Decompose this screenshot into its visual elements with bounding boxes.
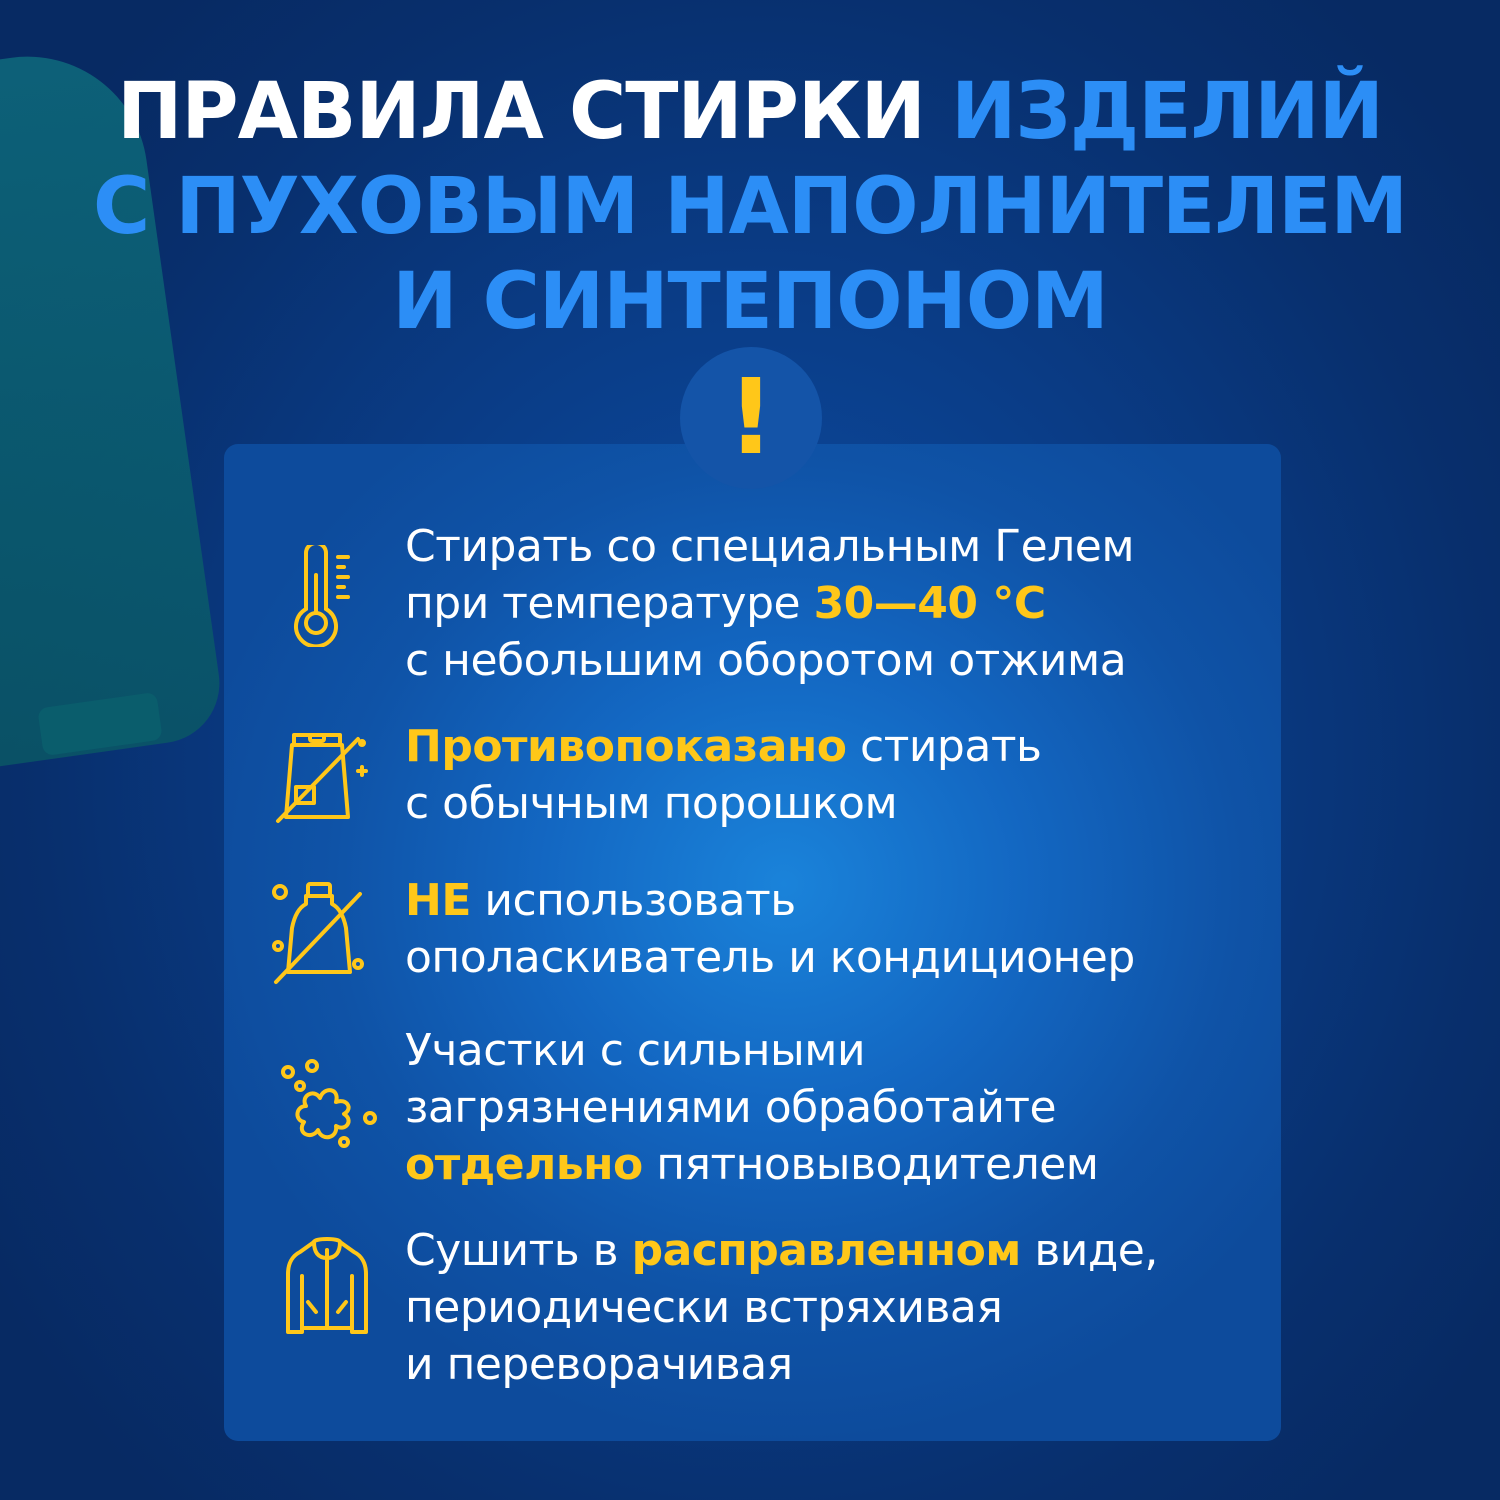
- title-blue-part: ИЗДЕЛИЙ: [951, 67, 1383, 157]
- rule-highlight: отдельно: [405, 1139, 643, 1190]
- rule-text-line: ополаскиватель и кондиционер: [405, 932, 1135, 983]
- exclamation-icon: !: [727, 356, 775, 478]
- rule-text-line: [405, 575, 1134, 632]
- title-line-2: С ПУХОВЫМ НАПОЛНИТЕЛЕМ: [92, 162, 1408, 252]
- rule-text-line: загрязнениями обработайте: [405, 1082, 1057, 1133]
- rule-text-line: с небольшим оборотом отжима: [405, 635, 1127, 686]
- rule-no-powder: [405, 718, 1041, 832]
- rule-temperature: [405, 518, 1134, 689]
- rule-stains: [405, 1022, 1098, 1193]
- rule-text-line: с обычным порошком: [405, 778, 898, 829]
- rule-text-line: [405, 1136, 1098, 1193]
- jacket-icon: [282, 1236, 372, 1342]
- rule-text-line: [405, 1222, 1158, 1279]
- rule-text: виде,: [1020, 1225, 1158, 1276]
- no-conditioner-icon: [268, 880, 368, 986]
- rule-text: пятновыводителем: [642, 1139, 1099, 1190]
- thermometer-icon: [286, 545, 356, 647]
- rule-text-line: и переворачивая: [405, 1339, 793, 1390]
- rule-drying: [405, 1222, 1158, 1393]
- page-title: [0, 65, 1500, 350]
- title-line-3: И СИНТЕПОНОМ: [392, 257, 1108, 347]
- title-white-part: ПРАВИЛА СТИРКИ: [117, 67, 952, 157]
- rule-text-line: Участки с сильными: [405, 1025, 866, 1076]
- temperature-highlight: 30—40 °C: [813, 578, 1046, 629]
- rule-highlight: Противопоказано: [405, 721, 847, 772]
- rule-text-line: периодически встряхивая: [405, 1282, 1003, 1333]
- rule-text: Сушить в: [405, 1225, 632, 1276]
- rule-text-line: Стирать со специальным Гелем: [405, 521, 1135, 572]
- stain-icon: [278, 1058, 378, 1150]
- no-powder-icon: [274, 725, 374, 825]
- rule-text-line: [405, 718, 1041, 775]
- rule-highlight: НЕ: [405, 875, 471, 926]
- rule-text-line: [405, 872, 1135, 929]
- rule-text: стирать: [846, 721, 1042, 772]
- rule-text: использовать: [470, 875, 796, 926]
- rule-highlight: расправленном: [631, 1225, 1021, 1276]
- title-line-1: [0, 65, 1500, 160]
- rule-text: при температуре: [405, 578, 814, 629]
- rule-no-conditioner: [405, 872, 1135, 986]
